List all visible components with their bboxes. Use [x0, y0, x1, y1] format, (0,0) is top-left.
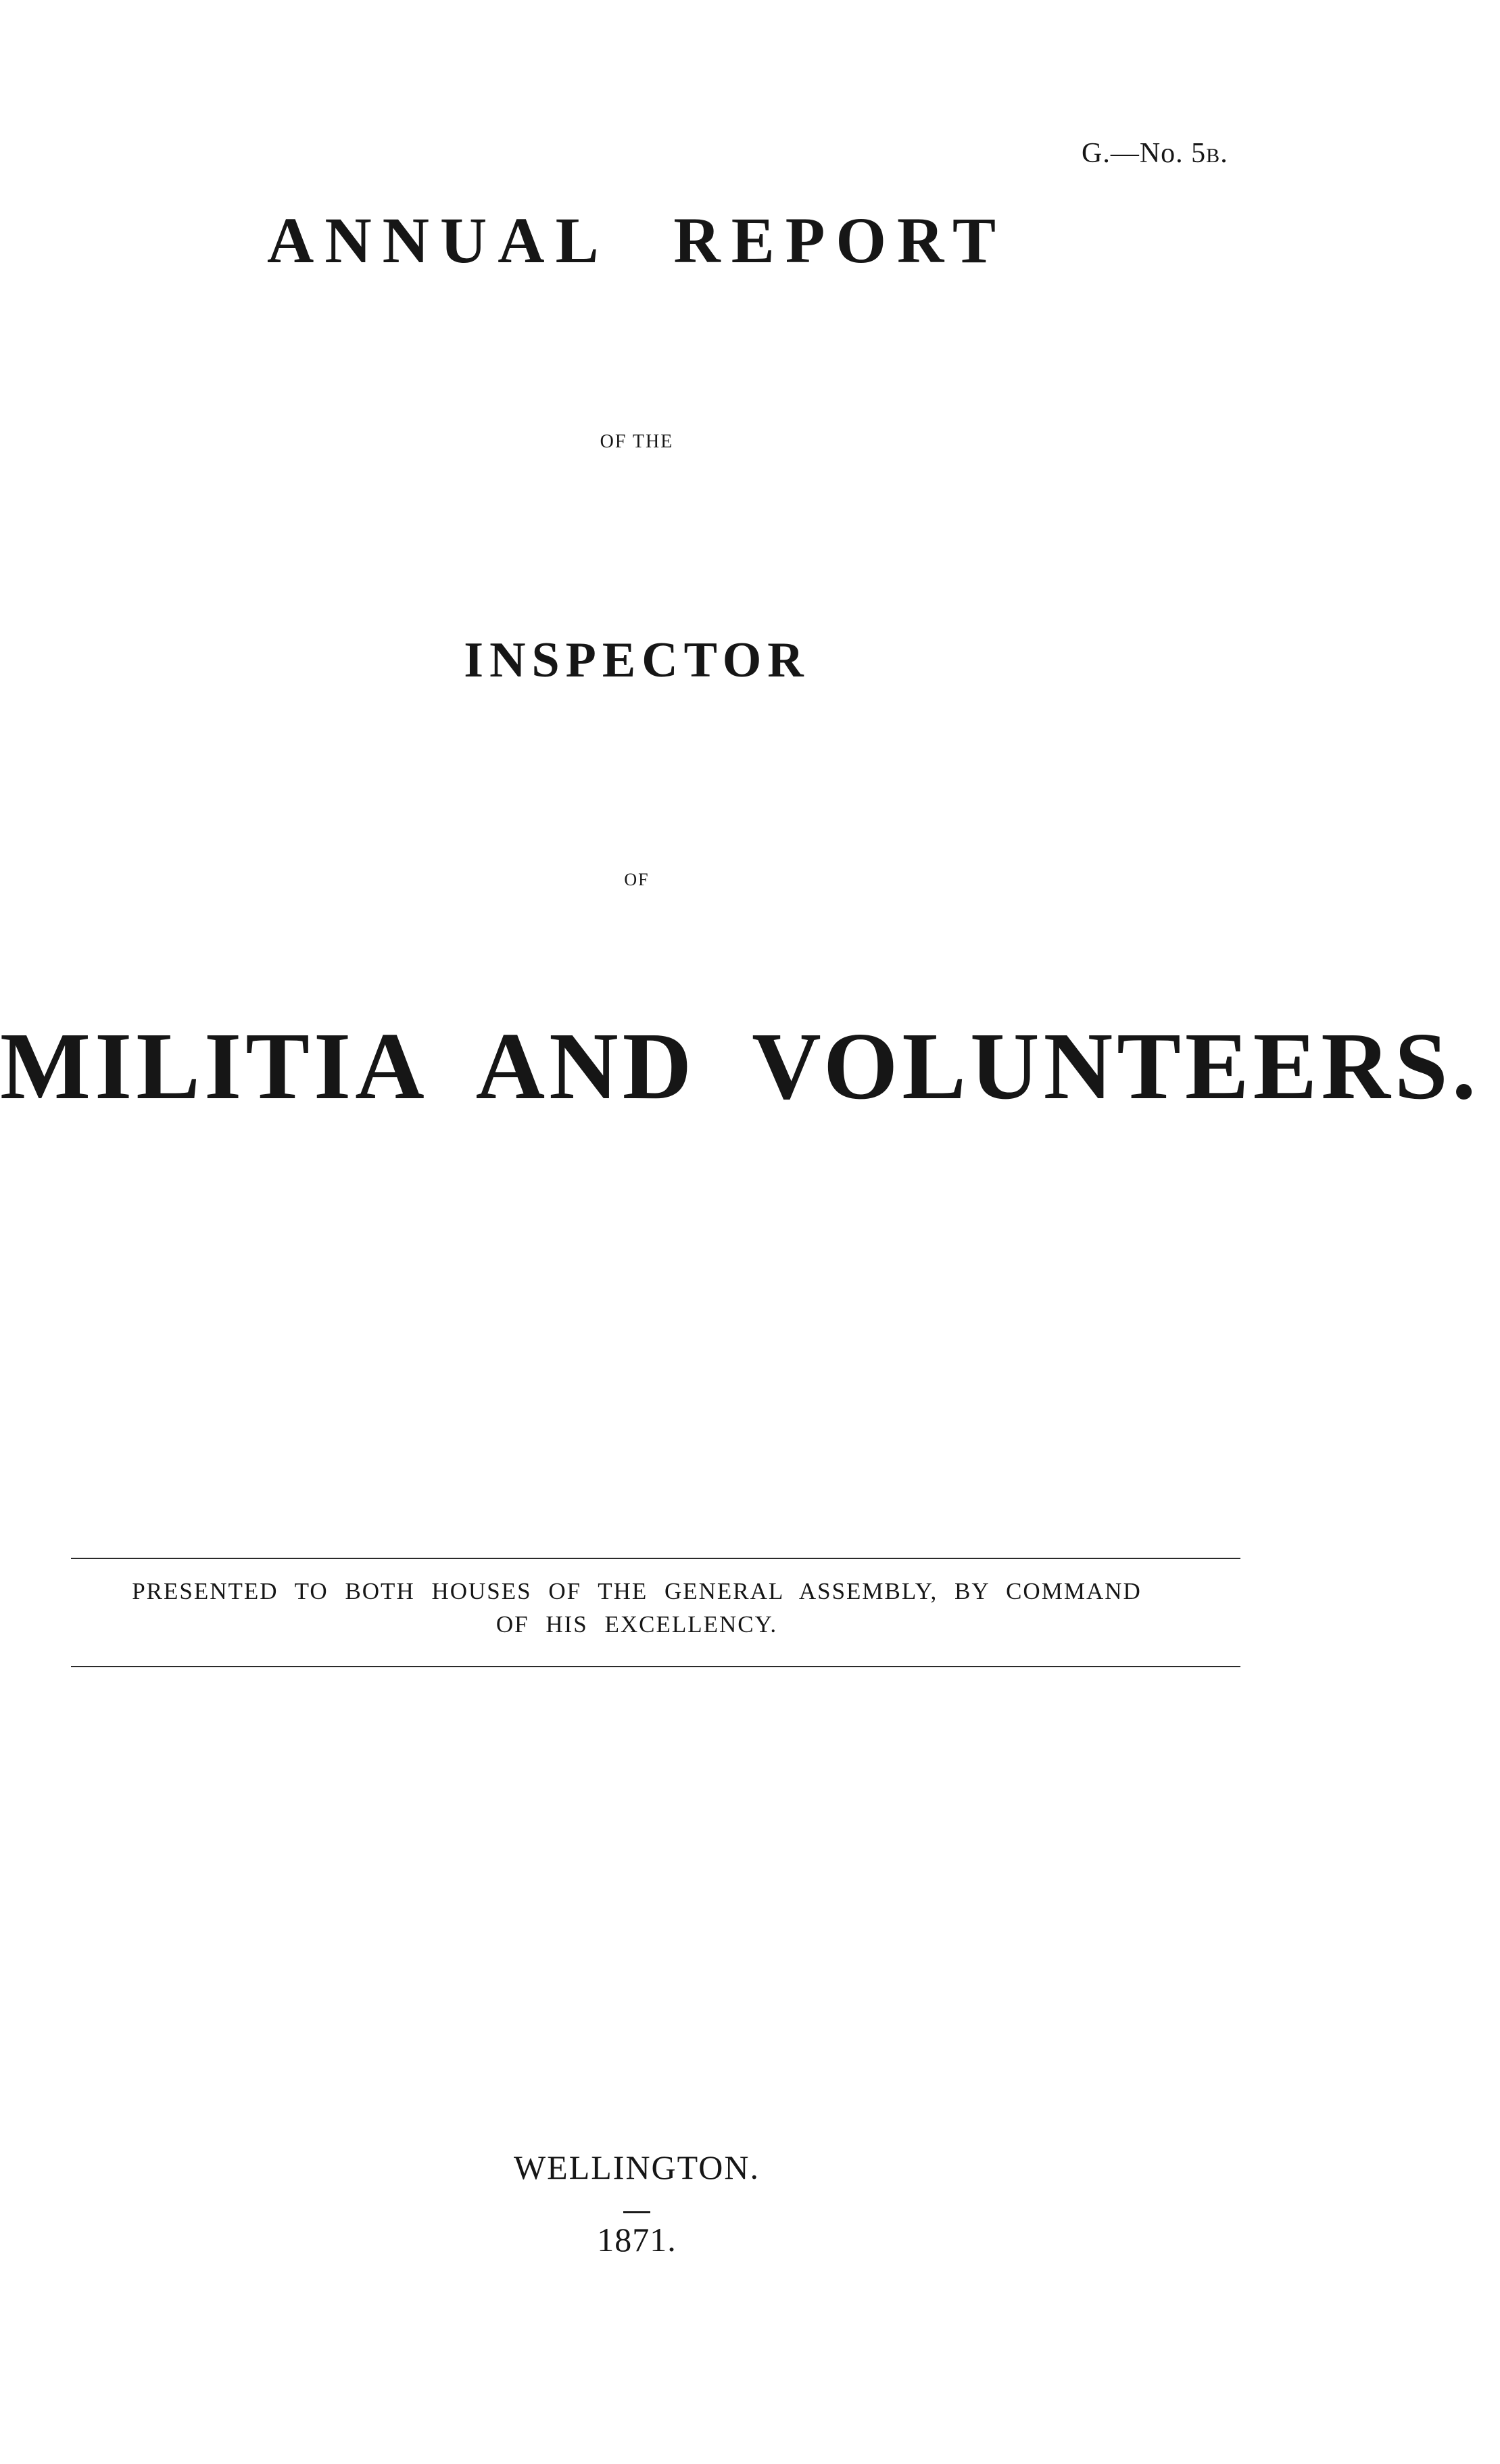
top-divider	[71, 1558, 1240, 1559]
presentation-line-1: PRESENTED TO BOTH HOUSES OF THE GENERAL ASSEMBLY, BY COMMAND	[132, 1578, 1142, 1604]
report-title: ANNUAL REPORT	[266, 204, 1007, 276]
imprint-year: 1871.	[597, 2221, 677, 2259]
bottom-divider	[71, 1666, 1240, 1667]
reference-suffix: B	[1206, 145, 1221, 167]
reference-main: G.—No. 5	[1082, 138, 1207, 169]
connector-of: OF	[624, 870, 650, 889]
year-rule	[623, 2211, 650, 2213]
reference-end: .	[1220, 138, 1228, 169]
imprint-place: WELLINGTON.	[513, 2148, 760, 2186]
paper-reference-number	[1082, 137, 1228, 170]
presentation-line-2: OF HIS EXCELLENCY.	[495, 1611, 778, 1637]
militia-volunteers-heading: MILITIA AND VOLUNTEERS.	[0, 1012, 1480, 1119]
inspector-heading: INSPECTOR	[464, 633, 810, 688]
connector-of-the: OF THE	[600, 431, 674, 452]
